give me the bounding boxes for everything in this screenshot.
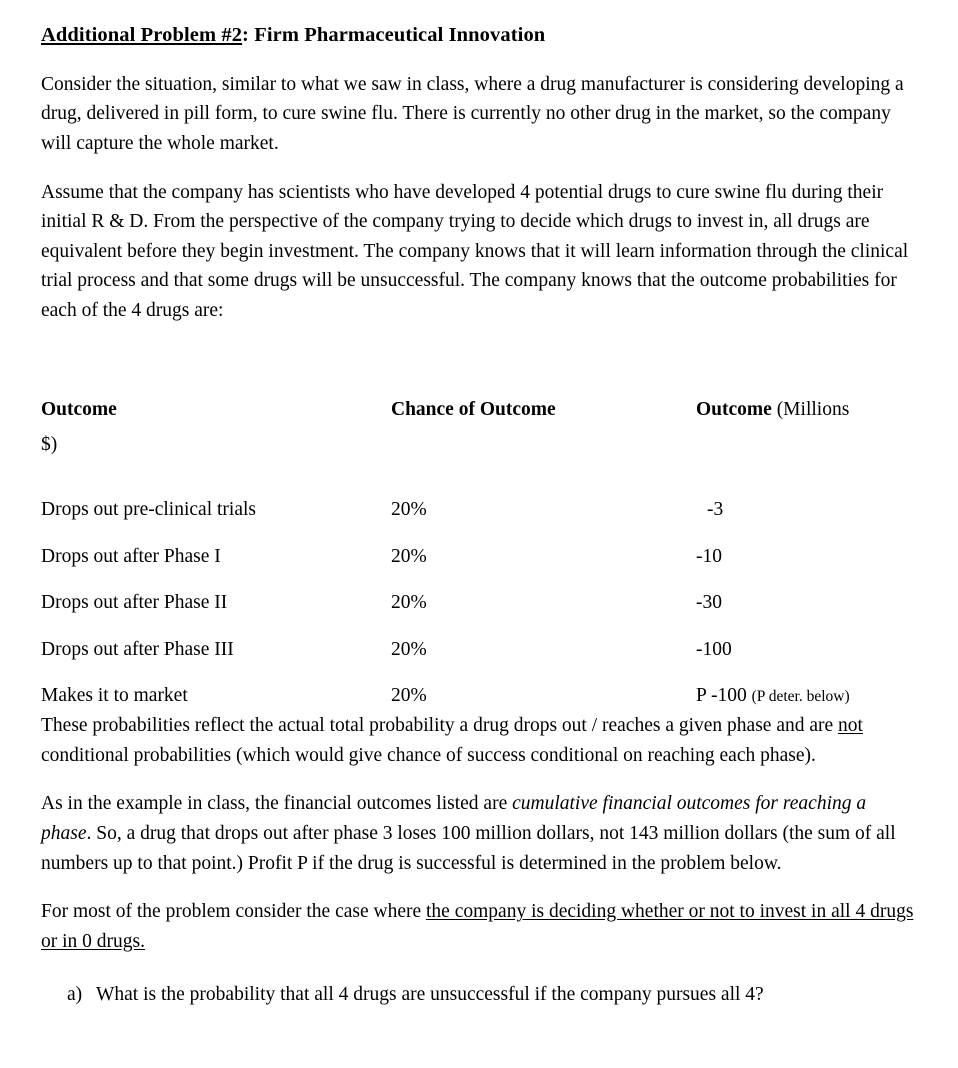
list-item-marker: a) — [67, 984, 83, 1006]
paragraph-cumulative-part-a: As in the example in class, the financial outcomes listed are — [41, 793, 513, 815]
page-title-rest: : Firm Pharmaceutical Innovation — [242, 24, 546, 46]
cell-outcome: Drops out pre-clinical trials — [41, 498, 256, 520]
cell-value: -3 — [707, 498, 724, 520]
cell-outcome: Drops out after Phase I — [41, 545, 221, 567]
cell-value-note: (P deter. below) — [751, 688, 850, 706]
table-row — [41, 618, 918, 665]
cell-chance: 20% — [391, 498, 427, 520]
cell-outcome: Drops out after Phase III — [41, 638, 234, 660]
paragraph-intro: Consider the situation, similar to what we saw in class, where a drug manufacturer is considering developing a drug, delivered in pill form, to cure swine flu. There is currently no other drug in the market, so the company will capture the whole market. — [41, 73, 904, 154]
paragraph-case-underlined: the company is deciding whether or not to invest in all 4 drugs or in 0 drugs. — [41, 901, 914, 952]
cell-chance: 20% — [391, 545, 427, 567]
paragraph-cumulative-part-b: . So, a drug that drops out after phase 3 loses 100 million dollars, not 143 million dollars (the sum of all numbers up to that point.) Profit P if the drug is successful is determined in the problem below. — [41, 822, 896, 874]
question-list — [41, 980, 918, 1010]
header-outcome-millions-unit: (Millions — [776, 398, 850, 420]
paragraph-setup: Assume that the company has scientists who have developed 4 potential drugs to cure swine flu during their initial R & D. From the perspective of the company trying to decide which drugs to invest in, all drugs are equivalent before they begin investment. The company knows that it will learn information through the clinical trial process and that some drugs will be unsuccessful. The company knows that the outcome probabilities for each of the 4 drugs are: — [41, 181, 909, 322]
cell-outcome: Drops out after Phase II — [41, 592, 228, 614]
paragraph-cumulative-italic: cumulative financial outcomes for reaching a phase — [41, 793, 867, 844]
outcome-table-header — [41, 395, 918, 433]
outcome-table-body-wrapper — [41, 479, 918, 711]
header-outcome-millions — [696, 395, 918, 433]
page-title-underlined-part: Additional Problem #2 — [41, 24, 243, 46]
paragraph-probabilities-part-b: conditional probabilities (which would give chance of success conditional on reaching each phase). — [41, 744, 816, 766]
header-chance-of-outcome: Chance of Outcome — [391, 398, 556, 420]
table-row — [41, 479, 918, 525]
header-outcome-millions-bold: Outcome — [696, 398, 772, 420]
paragraph-probabilities — [41, 711, 918, 770]
header-unit-wrap: $) — [41, 434, 58, 456]
outcome-table-body — [41, 479, 918, 711]
cell-outcome: Makes it to market — [41, 685, 188, 707]
cell-chance: 20% — [391, 638, 427, 660]
paragraph-cumulative — [41, 789, 918, 878]
outcome-table — [41, 395, 918, 433]
cell-value — [696, 664, 918, 711]
cell-value: -100 — [696, 638, 732, 660]
table-row — [41, 525, 918, 572]
cell-value: -30 — [696, 592, 722, 614]
header-outcome: Outcome — [41, 398, 117, 420]
list-item — [41, 980, 918, 1010]
table-header-row — [41, 395, 918, 433]
cell-chance: 20% — [391, 592, 427, 614]
table-row — [41, 664, 918, 711]
outcome-table-block — [41, 345, 918, 711]
cell-value-main: P -100 — [696, 685, 747, 707]
paragraph-case — [41, 897, 918, 956]
cell-chance: 20% — [391, 685, 427, 707]
paragraph-probabilities-not: not — [838, 715, 863, 737]
paragraph-case-part-a: For most of the problem consider the case where — [41, 901, 427, 923]
table-row — [41, 571, 918, 618]
page-title — [41, 22, 918, 49]
paragraph-probabilities-part-a: These probabilities reflect the actual total probability a drug drops out / reaches a given phase and are — [41, 715, 839, 737]
list-item-text: What is the probability that all 4 drugs are unsuccessful if the company pursues all 4? — [96, 984, 764, 1006]
cell-value: -10 — [696, 545, 722, 567]
